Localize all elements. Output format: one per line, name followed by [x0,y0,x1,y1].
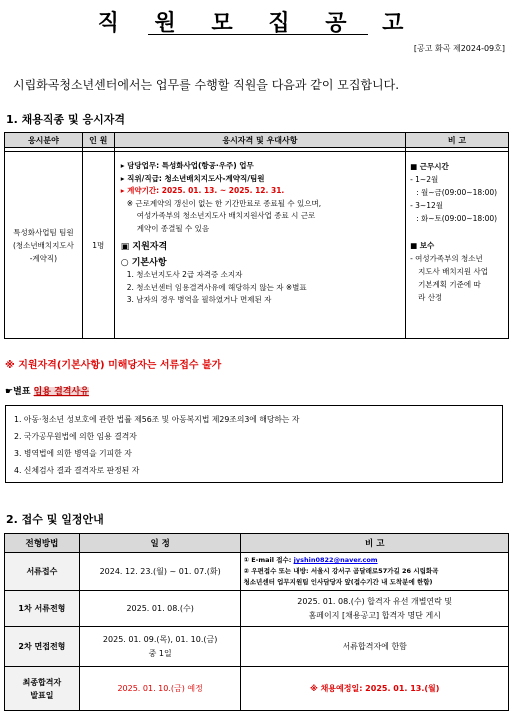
email-line: ① E-mail 접수: jyshin0822@naver.com [243,556,378,564]
disqualification-item: 1. 아동·청소년 성보호에 관한 법률 제56조 및 아동복지법 제29조의3에 해당하는 자 [14,415,300,424]
note-line: 여성가족부의 청소년지도사 배치지원사업 종료 시 근로 [136,211,316,220]
field-line: (청소년배치지도사 [12,240,74,250]
bullet-icon: ▸ [120,161,128,170]
screening-note [241,591,509,627]
appendix-title: 임용 결격사유 [33,387,89,397]
interview-date [79,627,241,667]
pay-line: - 여성가족부의 청소년 [410,254,483,263]
field-line: -계약직) [29,253,58,263]
section-1-title: 1. 채용직종 및 응시자격 [6,113,125,126]
page-title: 직 원 모 집 공 고 [97,11,418,36]
document-note [241,553,509,591]
basic-item: 2. 청소년센터 임용결격사유에 해당하지 않는 자 ※별표 [126,282,307,292]
hours-line: : 월~금(09:00~18:00) [416,188,498,197]
pay-line: 기본계획 기준에 따 [418,280,481,289]
field-line: 특성화사업팀 팀원 [13,227,74,237]
note-line: ※ 근로계약의 갱신이 없는 한 기간만료로 종료될 수 있으며, [126,198,322,208]
remarks-cell [406,152,509,339]
row-label-interview: 2차 면접전형 [5,627,80,667]
qualification-heading: ▣ 지원자격 [120,242,168,252]
pay-line: 라 산정 [418,293,443,302]
screening-date: 2025. 01. 08.(수) [79,591,241,627]
col-header-method: 전형방법 [5,534,80,553]
final-date: 2025. 01. 10.(금) 예정 [79,667,241,711]
interview-note: 서류합격자에 한함 [241,627,509,667]
count-cell: 1명 [82,152,114,339]
title-underline [148,34,368,35]
col-header-remarks: 비 고 [406,133,509,148]
row-label-final [5,667,80,711]
hours-line: - 1~2월 [410,175,439,184]
final-label-line: 최종합격자 [22,677,62,687]
col-header-schedule: 일 정 [79,534,241,553]
col-header-note: 비 고 [241,534,509,553]
notice-number: [공고 화곡 제2024-09호] [413,44,505,53]
basic-item: 1. 청소년지도사 2급 자격증 소지자 [126,270,243,279]
row-label-document: 서류접수 [5,553,80,591]
warning-text: ※ 지원자격(기본사항) 미해당자는 서류접수 불가 [5,360,222,371]
disqualification-item: 2. 국가공무원법에 의한 임용 결격자 [14,432,137,441]
bullet-icon: ▸ [120,186,128,195]
screening-note-line: 2025. 01. 08.(수) 합격자 유선 개별연락 및 [297,596,453,606]
col-header-field: 응시분야 [5,133,83,148]
period-line: ▸ 계약기간: 2025. 01. 13. ~ 2025. 12. 31. [120,186,285,195]
qualification-table [4,132,509,339]
col-header-count: 인 원 [82,133,114,148]
hours-heading: ■ 근무시간 [410,162,449,171]
appendix-heading [5,384,89,397]
position-line: ▸ 직위/직급: 청소년배치지도사-계약직/팀원 [120,173,265,183]
bullet-icon: ▸ [120,173,128,183]
disqualification-box [5,405,503,483]
pay-heading: ■ 보수 [410,241,435,250]
interview-date-line: 2025. 01. 09.(목), 01. 10.(금) [102,634,218,644]
duty-line: ▸ 담당업무: 특성화사업(항공·우주) 업무 [120,161,254,170]
col-header-qualification: 응시자격 및 우대사항 [114,133,405,148]
hours-line: - 3~12월 [410,201,443,210]
email-link[interactable]: jyshin0822@naver.com [293,556,378,564]
qualification-cell [114,152,405,339]
intro-text: 시립화곡청소년센터에서는 업무를 수행할 직원을 다음과 같이 모집합니다. [13,78,400,92]
disqualification-item: 3. 병역법에 의한 병역을 기피한 자 [14,449,132,458]
basic-item: 3. 남자의 경우 병역을 필하였거나 면제된 자 [126,295,272,304]
document-date: 2024. 12. 23.(월) ~ 01. 07.(화) [79,553,241,591]
note-line: 계약이 종결될 수 있음 [136,223,210,233]
schedule-table [4,533,509,711]
final-label-line: 발표일 [30,690,54,700]
screening-note-line: 홈페이지 [채용공고] 합격자 명단 게시 [308,610,441,620]
final-note: ※ 채용예정일: 2025. 01. 13.(월) [241,667,509,711]
mail-line: ② 우편접수 또는 내방: 서울시 강서구 곰달래로57가길 26 시립화곡 [243,567,439,575]
interview-date-line: 중 1일 [148,648,172,658]
disqualification-item: 4. 신체검사 결과 결격자로 판정된 자 [14,466,140,475]
pay-line: 지도사 배치지원 사업 [418,267,489,276]
appendix-prefix: ☛별표 [5,387,34,397]
hours-line: : 화~토(09:00~18:00) [416,214,498,223]
basic-heading: ○ 기본사항 [120,257,167,268]
mail-line: 청소년센터 업무지원팀 인사담당자 앞(접수기간 내 도착분에 한함) [243,578,433,586]
row-label-screening: 1차 서류전형 [5,591,80,627]
field-cell [5,152,83,339]
section-2-title: 2. 접수 및 일정안내 [6,513,104,526]
